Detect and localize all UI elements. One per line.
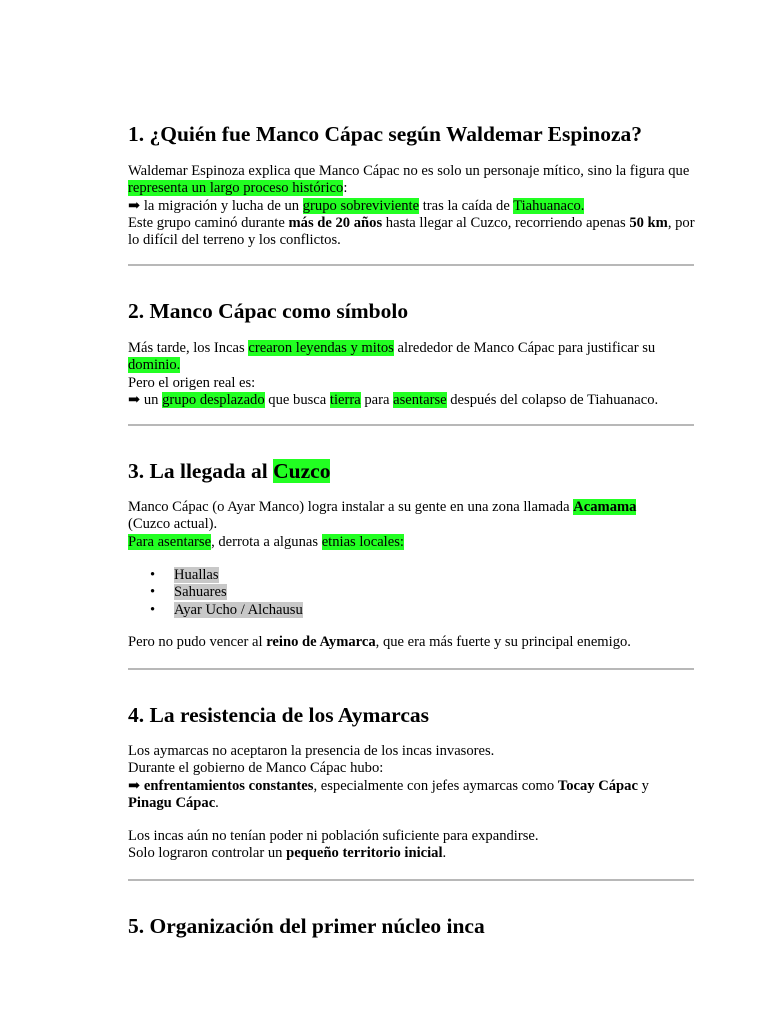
text: . xyxy=(442,845,447,862)
text: Manco Cápac (o Ayar Manco) logra instalar a su gente en una zona llamada xyxy=(128,499,574,515)
arrow-icon: ➡ xyxy=(128,777,141,794)
horizontal-rule xyxy=(128,879,694,881)
text: (Cuzco actual). xyxy=(128,516,218,533)
text: Solo lograron controlar un xyxy=(128,845,287,862)
section-4-second-paragraph xyxy=(128,828,700,863)
list-item-text: Sahuares xyxy=(174,584,227,601)
text: para xyxy=(360,391,394,408)
highlight: crearon leyendas y mitos xyxy=(248,340,394,356)
highlight: tierra xyxy=(329,391,361,408)
highlight: Tiahuanaco. xyxy=(513,197,585,214)
text: tras la caída de xyxy=(419,197,514,214)
bold-text: pequeño territorio inicial xyxy=(286,845,443,862)
highlight: representa un largo proceso histórico xyxy=(128,180,344,197)
highlight: Para asentarse xyxy=(128,533,212,550)
text: , especialmente con jefes aymarcas como xyxy=(313,777,558,794)
list-item xyxy=(128,567,303,584)
highlight: dominio. xyxy=(128,357,181,374)
section-3-paragraph xyxy=(128,499,700,551)
bold-text: 50 km xyxy=(629,214,668,231)
section-1-heading: 1. ¿Quién fue Manco Cápac según Waldemar Espinoza? xyxy=(128,122,643,146)
arrow-icon: ➡ xyxy=(128,391,141,408)
bold-highlight: Acamama xyxy=(573,499,637,515)
text: : xyxy=(343,180,348,197)
list-item xyxy=(128,584,303,601)
ethnic-groups-list xyxy=(128,567,303,619)
bold-text: Tocay Cápac xyxy=(557,777,638,794)
bold-text: más de 20 años xyxy=(288,214,383,231)
section-4-heading: 4. La resistencia de los Aymarcas xyxy=(128,703,429,727)
text: Más tarde, los Incas xyxy=(128,340,249,356)
highlight: asentarse xyxy=(393,391,447,408)
section-4-paragraph xyxy=(128,743,700,812)
text: la migración y lucha de un xyxy=(140,197,303,214)
bold-text: Pinagu Cápac xyxy=(128,794,216,811)
highlight: grupo sobreviviente xyxy=(302,197,420,214)
arrow-icon: ➡ xyxy=(128,197,141,214)
section-1-paragraph xyxy=(128,163,700,249)
text: Pero no pudo vencer al xyxy=(128,634,267,650)
text: un xyxy=(140,391,163,408)
text: Los aymarcas no aceptaron la presencia de los incas invasores. xyxy=(128,743,495,759)
section-2-paragraph xyxy=(128,340,700,409)
heading-text: 3. La llegada al xyxy=(128,459,274,483)
text: después del colapso de Tiahuanaco. xyxy=(446,391,659,408)
horizontal-rule xyxy=(128,424,694,426)
text: , derrota a algunas xyxy=(211,533,322,550)
text: hasta llegar al Cuzco, recorriendo apenas xyxy=(382,214,630,231)
text: Waldemar Espinoza explica que Manco Cápac no es solo un personaje mítico, sino la figura que xyxy=(128,163,690,179)
horizontal-rule xyxy=(128,668,694,670)
section-3-heading xyxy=(128,457,330,485)
heading-highlight: Cuzco xyxy=(273,459,331,483)
highlight: grupo desplazado xyxy=(162,391,265,408)
text: alrededor de Manco Cápac para justificar su xyxy=(393,340,656,356)
section-2-heading: 2. Manco Cápac como símbolo xyxy=(128,299,409,323)
section-5-heading: 5. Organización del primer núcleo inca xyxy=(128,914,485,938)
text: . xyxy=(215,794,219,811)
list-item-text: Huallas xyxy=(174,567,219,583)
bold-text: enfrentamientos constantes xyxy=(140,777,314,794)
bullet-icon: • xyxy=(150,601,156,618)
text: Durante el gobierno de Manco Cápac hubo: xyxy=(128,760,384,777)
text: , que era más fuerte y su principal enemigo. xyxy=(375,634,631,650)
text: que busca xyxy=(264,391,330,408)
text: Este grupo caminó durante xyxy=(128,214,289,231)
text: Los incas aún no tenían poder ni población suficiente para expandirse. xyxy=(128,828,539,844)
text: , por lo difícil del terreno y los conflictos. xyxy=(128,214,695,249)
horizontal-rule xyxy=(128,264,694,266)
list-item-text: Ayar Ucho / Alchausu xyxy=(174,601,303,618)
bullet-icon: • xyxy=(150,584,156,601)
section-3-closing-paragraph xyxy=(128,634,700,651)
bullet-icon: • xyxy=(150,567,156,583)
text: Pero el origen real es: xyxy=(128,374,256,391)
bold-text: reino de Aymarca xyxy=(266,634,376,650)
highlight: etnias locales: xyxy=(321,533,404,550)
text: y xyxy=(637,777,649,794)
list-item xyxy=(128,602,303,619)
